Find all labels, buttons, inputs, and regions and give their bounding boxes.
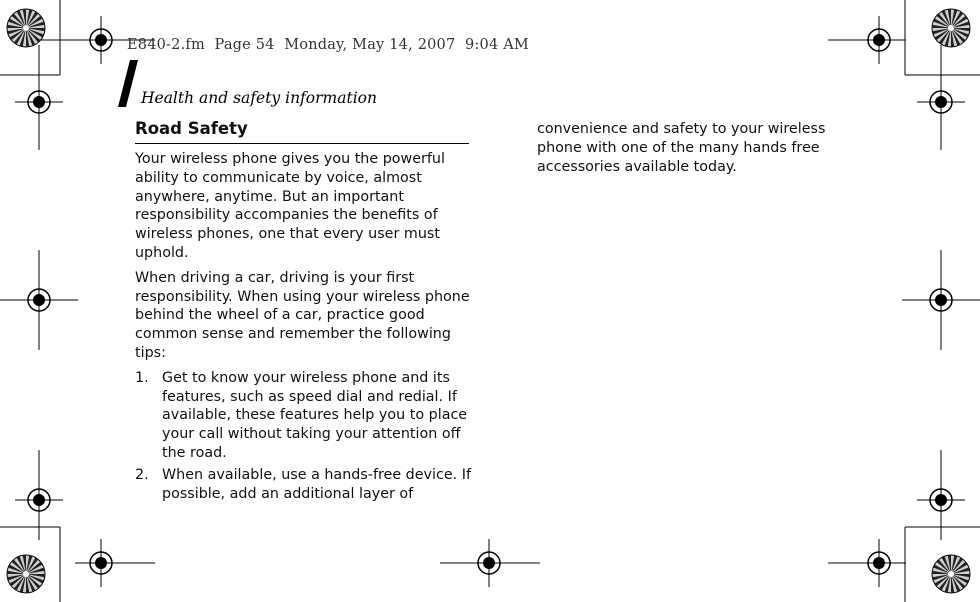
- article-heading: Road Safety: [135, 119, 469, 144]
- tip-text: When available, use a hands-free device. If possible, add an additional layer of: [162, 466, 471, 502]
- right-column: [537, 120, 847, 182]
- tip-number: 1.: [135, 369, 149, 386]
- tip-item: [135, 466, 475, 504]
- section-title: Health and safety information: [141, 89, 377, 107]
- continuation-paragraph: convenience and safety to your wireless phone with one of the many hands free accessories available today.: [537, 121, 826, 175]
- color-target-center: [948, 25, 954, 31]
- color-target-center: [948, 571, 954, 577]
- driving-paragraph: When driving a car, driving is your first responsibility. When using your wireless phone behind the wheel of a car, practice good common sense and remember the following tips:: [135, 269, 470, 361]
- print-info-header: E840-2.fm Page 54 Monday, May 14, 2007 9:04 AM: [127, 37, 529, 53]
- color-target-center: [23, 571, 29, 577]
- tips-list: [135, 369, 475, 504]
- left-column: [135, 150, 475, 506]
- intro-paragraph: Your wireless phone gives you the powerful ability to communicate by voice, almost anywhere, anytime. But an important responsibility accompanies the benefits of wireless phones, one that every user must uphold.: [135, 151, 445, 261]
- color-target-center: [23, 25, 29, 31]
- tip-number: 2.: [135, 466, 149, 483]
- tip-text: Get to know your wireless phone and its features, such as speed dial and redial. If available, these features help you to place your call without taking your attention off the road.: [162, 369, 468, 461]
- tip-item: [135, 369, 475, 463]
